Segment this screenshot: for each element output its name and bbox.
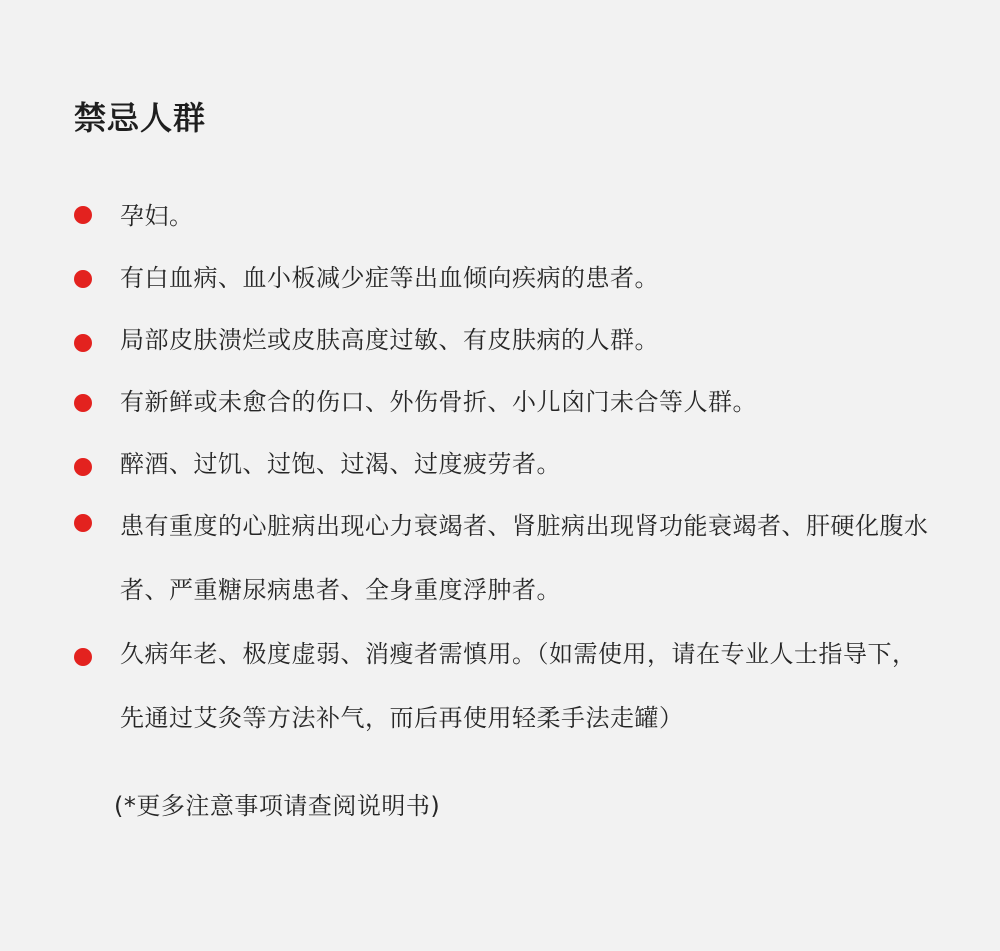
list-item (74, 386, 934, 418)
list-item (74, 324, 934, 356)
bullet-dot-icon (74, 270, 92, 288)
list-item-text: 醉酒、过饥、过饱、过渴、过度疲劳者。 (120, 450, 561, 478)
list-item-text: 局部皮肤溃烂或皮肤高度过敏、有皮肤病的人群。 (120, 326, 659, 354)
bullet-dot-icon (74, 648, 92, 666)
bullet-dot-icon (74, 206, 92, 224)
list-item-text: 有白血病、血小板减少症等出血倾向疾病的患者。 (120, 264, 659, 292)
list-item (74, 494, 934, 622)
list-item-text: 孕妇。 (120, 202, 194, 230)
list-item-text: 有新鲜或未愈合的伤口、外伤骨折、小儿囟门未合等人群。 (120, 388, 757, 416)
bullet-dot-icon (74, 458, 92, 476)
list-item (74, 200, 934, 232)
list-item (74, 448, 934, 480)
list-item-text: 患有重度的心脏病出现心力衰竭者、肾脏病出现肾功能衰竭者、肝硬化腹水者、严重糖尿病患者、全身重度浮肿者。 (120, 512, 929, 604)
contraindication-list (74, 188, 934, 750)
bullet-dot-icon (74, 334, 92, 352)
bullet-dot-icon (74, 514, 92, 532)
manual-note: (*更多注意事项请查阅说明书) (114, 792, 441, 820)
page-title: 禁忌人群 (74, 99, 207, 137)
list-item-text: 久病年老、极度虚弱、消瘦者需慎用。（如需使用，请在专业人士指导下，先通过艾灸等方法补气，而后再使用轻柔手法走罐） (120, 640, 917, 732)
list-item (74, 262, 934, 294)
bullet-dot-icon (74, 394, 92, 412)
list-item (74, 622, 934, 750)
